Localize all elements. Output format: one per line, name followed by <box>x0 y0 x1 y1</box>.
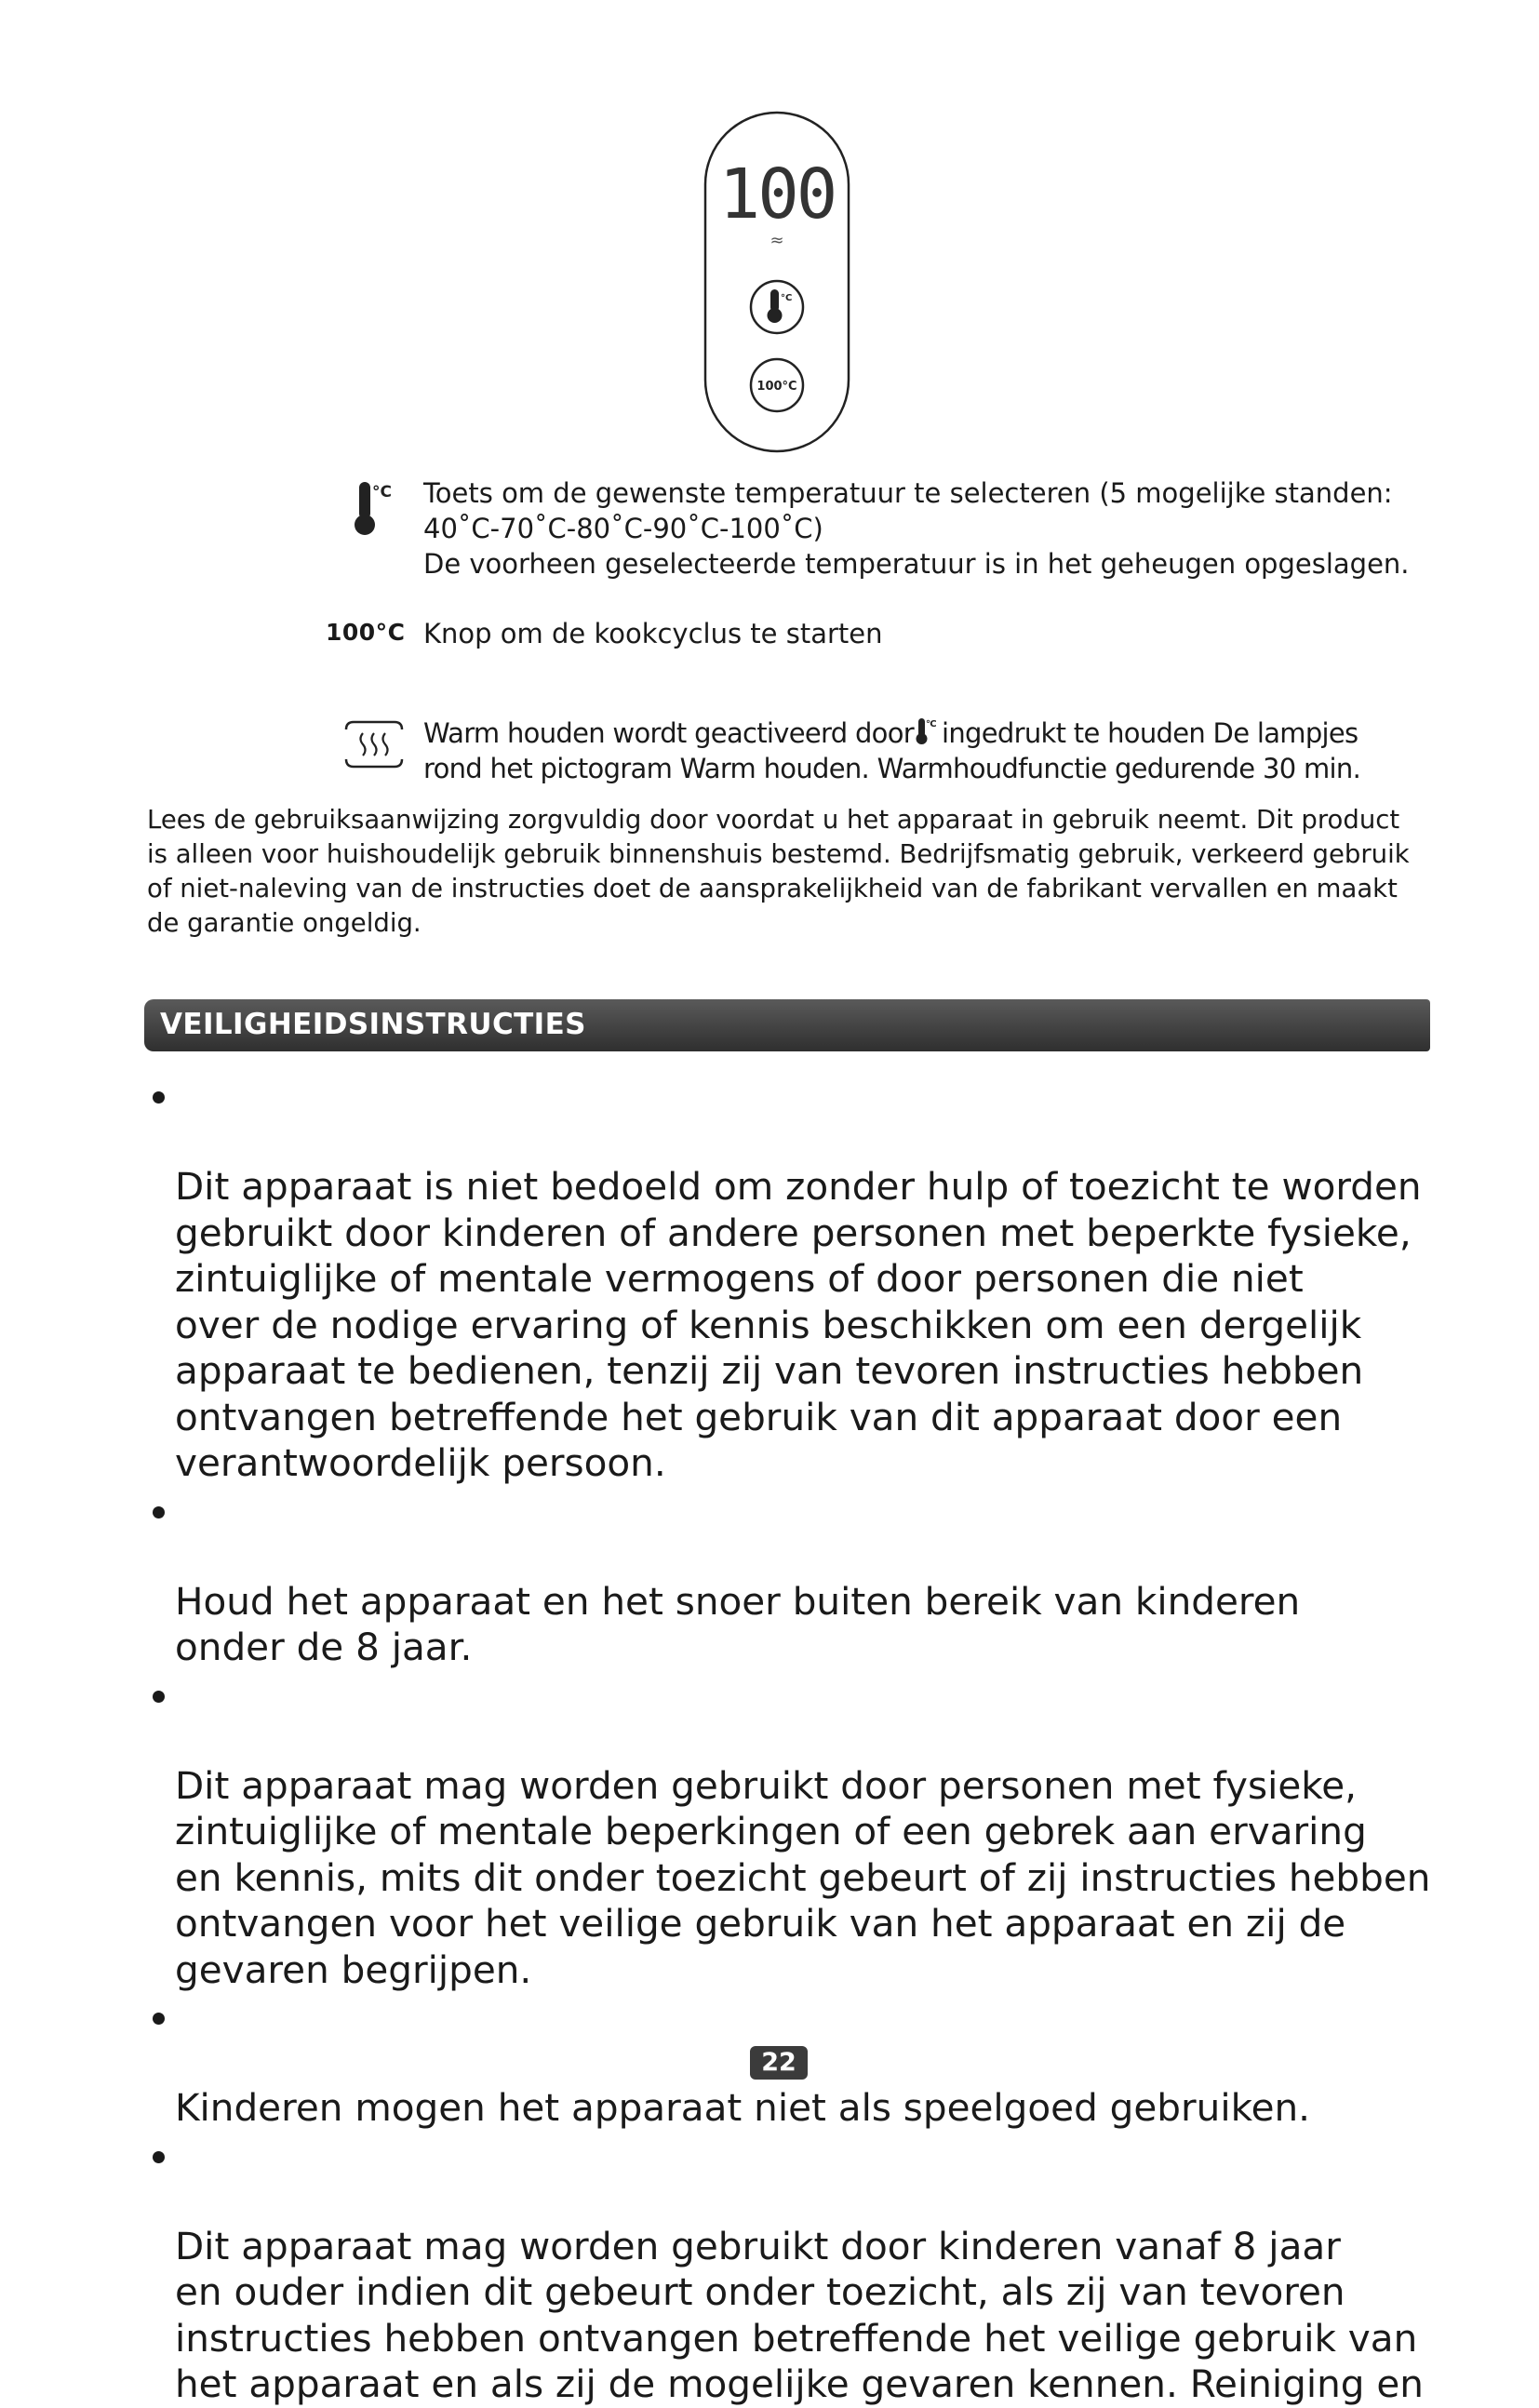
temperature-display: 100 <box>718 154 836 234</box>
bullet-icon <box>153 1506 165 1518</box>
temperature-button-description: Toets om de gewenste temperatuur te selecteren (5 mogelijke standen: 40˚C-70˚C-80˚C-90˚C-100˚C) De voorheen geselecteerde temperatuur is in het geheugen opgeslagen. <box>423 477 1410 580</box>
svg-text:°C: °C <box>781 293 793 303</box>
bullet-icon <box>153 1691 165 1703</box>
bullet-icon <box>153 1091 165 1104</box>
boil-button-label: 100°C <box>756 380 797 394</box>
intro-paragraph: Lees de gebruiksaanwijzing zorgvuldig door voordat u het apparaat in gebruik neemt. Dit product is alleen voor huishoudelijk gebruik binnenshuis bestemd. Bedrijfsmatig gebruik, verkeerd gebruik of niet-naleving van de instructies doet de aansprakelijkheid van de fabrikant vervallen en maakt de garantie ongeldig. <box>147 805 1410 938</box>
list-item: Kinderen mogen het apparaat niet als speelgoed gebruiken. <box>149 1993 1452 2132</box>
kettle-control-panel <box>703 110 851 454</box>
keep-warm-indicator-icon: ≈ <box>770 231 784 250</box>
boil-button[interactable] <box>751 359 803 411</box>
list-item: Dit apparaat mag worden gebruikt door personen met fysieke, zintuiglijke of mentale beperkingen of een gebrek aan ervaring en kennis, mits dit onder toezicht gebeurt of zij instructies hebben ontvangen voor het veilige gebruik van het apparaat en zij de gevaren begrijpen. <box>149 1671 1452 1994</box>
keep-warm-description: Warm houden wordt geactiveerd door °C ingedrukt te houden De lampjes rond het pictogram Warm houden. Warmhoudfunctie gedurende 30 min. <box>423 717 1361 784</box>
thermometer-icon <box>914 716 942 746</box>
thermometer-icon <box>352 478 400 540</box>
boil-button-description: Knop om de kookcyclus te starten <box>423 618 883 649</box>
list-item: Dit apparaat is niet bedoeld om zonder hulp of toezicht te worden gebruikt door kinderen of andere personen met beperkte fysieke, zintuiglijke of mentale vermogens of door personen die niet over de nodige ervaring of kennis beschikken om een dergelijk apparaat te bedienen, tenzij zij van tevoren instructies hebben ontvangen betreffende het gebruik van dit apparaat door een verantwoordelijk persoon. <box>149 1072 1452 1487</box>
list-item: Dit apparaat mag worden gebruikt door kinderen vanaf 8 jaar en ouder indien dit gebeurt onder toezicht, als zij van tevoren instructies hebben ontvangen betreffende het veilige gebruik van het apparaat en als zij de mogelijke gevaren kennen. Reiniging en <box>149 2132 1452 2408</box>
svg-text:°C: °C <box>926 719 936 729</box>
bullet-icon <box>153 2151 165 2163</box>
bullet-icon <box>153 2013 165 2025</box>
list-item: Houd het apparaat en het snoer buiten bereik van kinderen onder de 8 jaar. <box>149 1487 1452 1671</box>
keep-warm-icon <box>341 716 408 772</box>
temperature-button[interactable] <box>751 281 803 333</box>
page-number: 22 <box>750 2046 808 2080</box>
svg-text:°C: °C <box>372 483 392 502</box>
boil-button-label: 100°C <box>326 619 406 646</box>
section-header-bar <box>144 999 1430 1051</box>
section-title: VEILIGHEIDSINSTRUCTIES <box>160 1008 586 1041</box>
safety-instructions-list <box>149 1072 1452 2408</box>
